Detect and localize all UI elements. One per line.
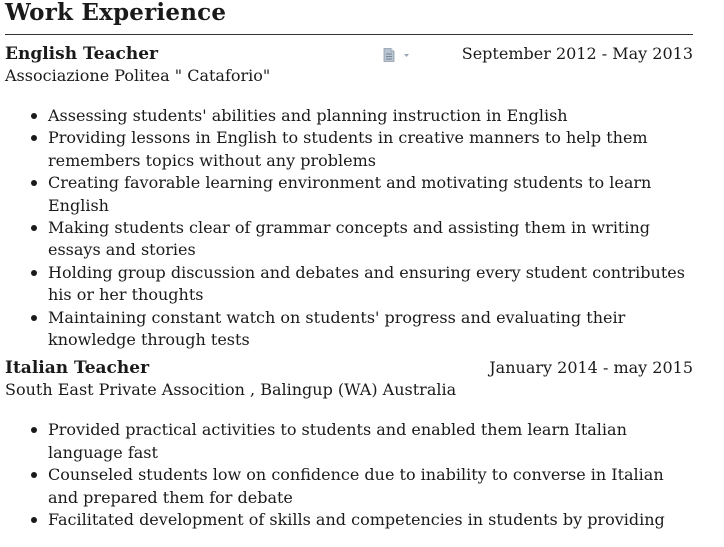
list-item: Holding group discussion and debates and ensuring every student contributes his or her thoughts — [5, 262, 693, 307]
company-name: South East Private Assocition , Balingup (WA) Australia — [5, 380, 457, 400]
duties-list — [5, 419, 693, 531]
job-header — [5, 43, 693, 65]
company-name: Associazione Politea " Cataforio" — [5, 66, 271, 85]
list-item: Facilitated development of skills and competencies in students by providing — [5, 509, 693, 531]
list-item: Making students clear of grammar concepts and assisting them in writing essays and stories — [5, 217, 693, 262]
list-item: Provided practical activities to students and enabled them learn Italian language fast — [5, 419, 693, 464]
job-title: Italian Teacher — [5, 358, 150, 379]
document-icon[interactable] — [383, 47, 413, 61]
section-title: Work Experience — [5, 0, 227, 26]
job-dates: January 2014 - may 2015 — [489, 358, 693, 378]
job-entry-english-teacher — [5, 43, 693, 351]
list-item: Maintaining constant watch on students' progress and evaluating their knowledge through tests — [5, 307, 693, 352]
job-title: English Teacher — [5, 44, 158, 64]
resume-page — [5, 0, 693, 532]
list-item: Providing lessons in English to students in creative manners to help them remembers topics without any problems — [5, 127, 693, 172]
job-dates: September 2012 - May 2013 — [461, 44, 693, 63]
job-entry-italian-teacher — [5, 357, 693, 531]
job-header — [5, 357, 693, 379]
list-item: Assessing students' abilities and planning instruction in English — [5, 105, 693, 127]
list-item: Counseled students low on confidence due to inability to converse in Italian and prepared them for debate — [5, 464, 693, 509]
section-divider — [5, 34, 693, 35]
duties-list — [5, 105, 693, 351]
list-item: Creating favorable learning environment and motivating students to learn English — [5, 172, 693, 217]
